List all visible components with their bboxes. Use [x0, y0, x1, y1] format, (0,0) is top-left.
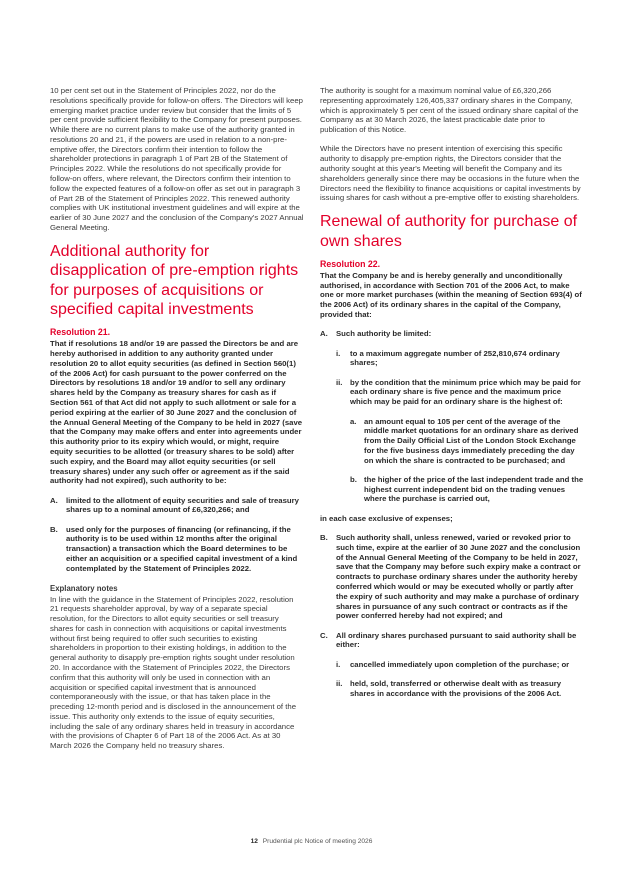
resolution-21-title: Resolution 21. — [50, 327, 111, 338]
item-b-marker: B. — [50, 524, 58, 534]
item-a-text: limited to the allotment of equity securities and sale of treasury shares up to a nominal amount of £6,320,266; and — [66, 495, 299, 515]
item-a-text: Such authority be limited: — [336, 329, 432, 339]
item-a-ii-b-text: the higher of the price of the last independent trade and the highest current independent bid on the trading venues where the purchase is carried out, — [364, 474, 584, 504]
authority-paragraph: The authority is sought for a maximum nominal value of £6,320,266 representing approximately 126,405,337 ordinary shares in the Company, which is approximately 5 per cent of the issued ordinary share capital of the Company as at 30 March 2026, the latest practicable date prior to publication of this Notice. — [320, 86, 579, 135]
item-a-ii-marker: ii. — [336, 377, 343, 387]
item-c-ii-marker: ii. — [336, 678, 343, 688]
item-c-text: All ordinary shares purchased pursuant to said authority shall be either: — [336, 630, 577, 650]
section-heading-disapplication: Additional authority for disapplication of pre-emption rights for purposes of acquisitions or specified capital investments — [50, 242, 299, 318]
item-a-i-marker: i. — [336, 348, 341, 358]
item-c-i-text: cancelled immediately upon completion of the purchase; or — [350, 659, 570, 669]
resolution-22-title: Resolution 22. — [320, 258, 381, 269]
item-a-ii-a-marker: a. — [350, 416, 357, 426]
footer-label: Prudential plc Notice of meeting 2026 — [262, 838, 373, 845]
page-number: 12 — [250, 838, 258, 845]
item-a-ii-b — [350, 475, 584, 504]
resolution-22-item-b — [320, 533, 584, 621]
each-case-text: in each case exclusive of expenses; — [320, 513, 453, 523]
explanatory-notes-text: In line with the guidance in the Statement of Principles 2022, resolution 21 requests shareholder approval, by way of a separate special resolution, for the Directors to allot equity securities or sell treasury shares for cash in connection with acquisitions or capital investments without first being required to offer such securities to existing shareholders in proportion to their existing holdings, in addition to the general authority to disapply pre-emption rights sought under resolution 20. In accordance with the Statement of Principles 2022, the Directors confirm that this authority will only be used in connection with an acquisition or specified capital investment that is announced contemporaneously with the issue, or that has taken place in the preceding 12-month period and is disclosed in the announcement of the issue. This authority only extends to the issue of equity securities, including the sale of any ordinary shares held in treasury in accordance with the provisions of Chapter 6 of Part 18 of the 2006 Act. As at 30 March 2026 the Company held no treasury shares. — [50, 594, 297, 751]
item-a-ii-b-marker: b. — [350, 474, 357, 484]
item-c-ii-text: held, sold, transferred or otherwise dealt with as treasury shares in accordance with the provisions of the 2006 Act. — [350, 678, 562, 698]
item-a-marker: A. — [50, 495, 58, 505]
directors-paragraph: While the Directors have no present intention of exercising this specific authority to disapply pre-emption rights, the Directors consider that the authority sought at this year's Meeting will benefit the Company and its shareholders generally since there may be occasions in the future when the Directors need the flexibility to finance acquisitions or capital investments by issuing shares for cash without a pre-emptive offer to existing shareholders. — [320, 144, 581, 203]
resolution-21-item-b — [50, 525, 304, 574]
item-b-text: Such authority shall, unless renewed, varied or revoked prior to such time, expire at the earlier of 30 June 2027 and the conclusion of the Annual General Meeting of the Company to be held in 2027, save that the Company may before such expiry make a contract or contracts to purchase ordinary shares under the authority hereby conferred which would or may be executed wholly or partly after the expiry of such authority and may make a purchase of ordinary shares in pursuance of any such contract or contracts as if the power conferred hereby had not expired; and — [336, 533, 581, 621]
intro-paragraph: 10 per cent set out in the Statement of Principles 2022, nor do the resolutions specifically provide for follow-on offers. The Directors will keep emerging market practice under review but consider that the limits of 5 per cent provide sufficient flexibility to the Company for present purposes. While there are no current plans to make use of the authority granted in resolutions 20 and 21, if the powers are used in relation to a non-pre-emptive offer, the Directors confirm their intention to follow the shareholder protections in paragraph 1 of Part 2B of the Statement of Principles 2022. While the resolutions do not specifically provide for follow-on offers, where relevant, the Directors confirm their intention to follow the expected features of a follow-on offer as set out in paragraph 3 of Part 2B of the Statement of Principles 2022. This renewed authority complies with UK institutional investment guidelines and will expire at the earlier of 30 June 2027 and the conclusion of the Company's 2027 Annual General Meeting. — [50, 86, 304, 232]
item-a-ii-a — [350, 417, 584, 466]
item-b-marker: B. — [320, 533, 328, 543]
item-a-ii-a-text: an amount equal to 105 per cent of the average of the middle market quotations for an ordinary share as derived from the Daily Official List of the London Stock Exchange for the five business days immediately preceding the day on which the share is contracted to be purchased; and — [364, 416, 579, 465]
resolution-21-text: That if resolutions 18 and/or 19 are passed the Directors be and are hereby authorised in addition to any authority granted under resolution 20 to allot equity securities (as defined in Section 560(1) of the 2006 Act) for cash pursuant to the power conferred on the Directors by resolutions 18 and/or 19 and/or to sell any ordinary shares held by the Company as treasury shares for cash as if Section 561 of that Act did not apply to such allotment or sale for a period expiring at the earlier of 30 June 2027 and the conclusion of the Annual General Meeting of the Company to be held in 2027 (save that the Company may make offers and enter into agreements under this authority prior to its expiry which would, or might, require equity securities to be allotted (or treasury shares to be sold) after such expiry, and the Board may allot equity securities (or sell treasury shares) under any such offer or agreement as if the said authority had not expired), such authority to be: — [50, 339, 303, 486]
resolution-22-item-a — [320, 329, 584, 339]
item-c-i-marker: i. — [336, 659, 341, 669]
item-c-ii — [336, 679, 584, 699]
item-b-text: used only for the purposes of financing (or refinancing, if the authority is to be used within 12 months after the original transaction) a transaction which the Board determines to be either an acquisition or a specified capital investment of a kind contemplated by the Statement of Principles 2022. — [66, 524, 298, 573]
item-a-i-text: to a maximum aggregate number of 252,810,674 ordinary shares; — [350, 348, 560, 368]
resolution-22-text: That the Company be and is hereby generally and unconditionally authorised, in accordance with Section 701 of the 2006 Act, to make one or more market purchases (within the meaning of Section 693(4) of the 2006 Act) of its ordinary shares in the capital of the Company, provided that: — [320, 270, 582, 320]
item-a-marker: A. — [320, 329, 328, 339]
right-column — [320, 86, 584, 698]
item-a-ii-text: by the condition that the minimum price which may be paid for each ordinary share is five pence and the maximum price which may be paid for an ordinary share is the highest of: — [350, 377, 581, 407]
section-heading-purchase: Renewal of authority for purchase of own shares — [320, 213, 578, 250]
resolution-22-item-c — [320, 631, 584, 651]
item-a-ii — [336, 378, 584, 407]
item-a-i — [336, 349, 584, 369]
resolution-21-item-a — [50, 496, 304, 516]
item-c-i — [336, 660, 584, 670]
left-column — [50, 86, 304, 751]
page-footer — [0, 838, 623, 845]
explanatory-notes-heading: Explanatory notes — [50, 583, 118, 593]
item-c-marker: C. — [320, 630, 328, 640]
